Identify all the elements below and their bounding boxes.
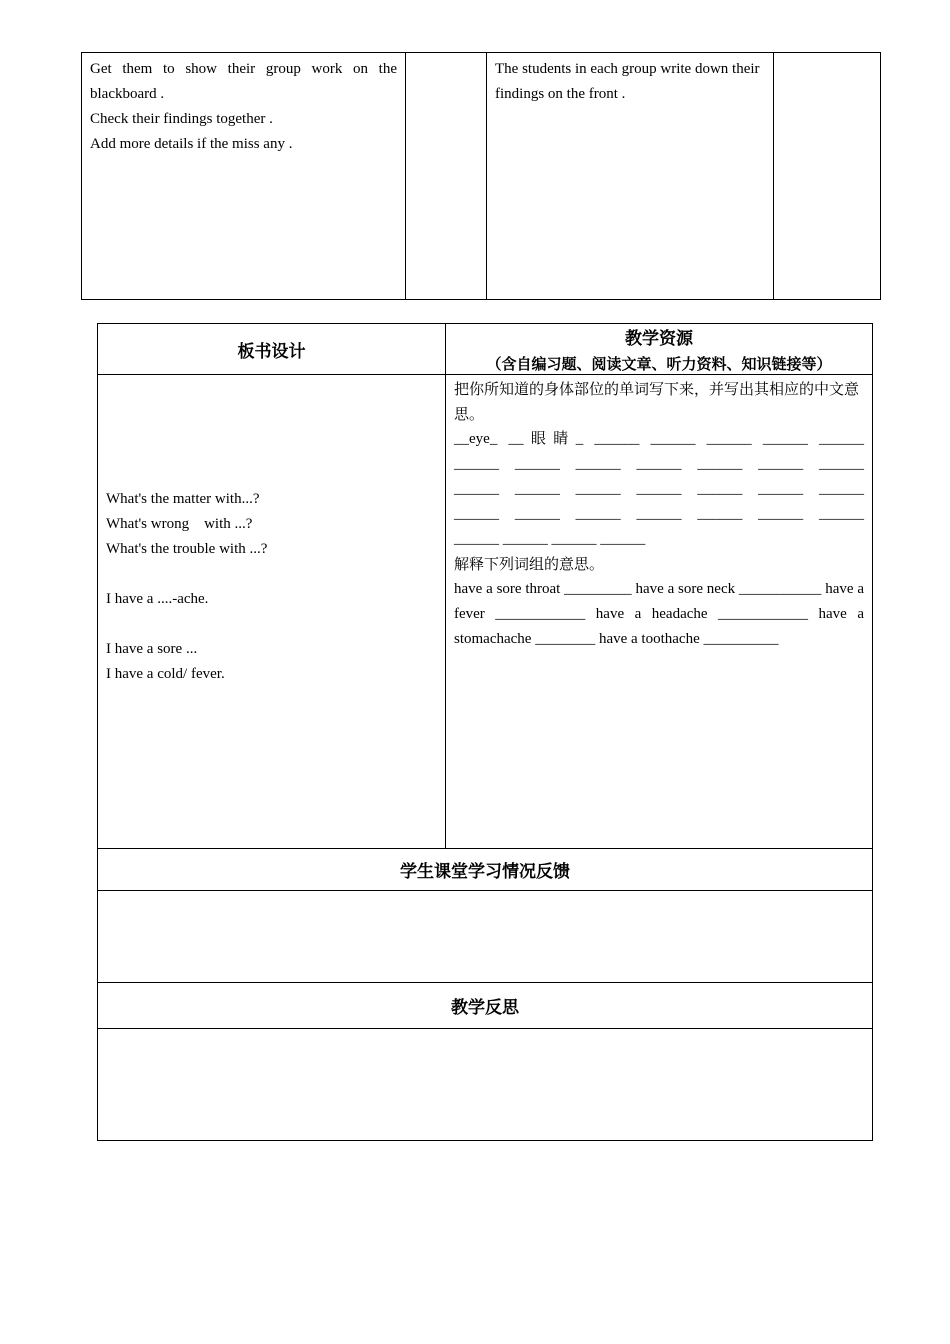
teacher-line: Add more details if the miss any . — [90, 136, 293, 152]
board-line: I have a ....-ache. — [106, 590, 209, 607]
task1-instruction: 把你所知道的身体部位的单词写下来，并写出其相应的中文意思。 — [454, 380, 860, 423]
activity-table — [81, 52, 881, 300]
board-design-header — [98, 324, 446, 375]
empty-cell — [406, 53, 487, 300]
feedback-title: 学生课堂学习情况反馈 — [400, 862, 570, 882]
feedback-content — [98, 891, 873, 983]
board-line: What's the trouble with ...? — [106, 540, 268, 557]
board-line-blank — [106, 612, 437, 637]
design-table — [97, 323, 873, 1141]
board-design-content — [98, 375, 446, 849]
board-design-title: 板书设计 — [237, 341, 306, 362]
reflection-header — [98, 983, 873, 1029]
resources-title: 教学资源 — [625, 329, 693, 349]
board-line: What's wrong with ...? — [106, 515, 253, 532]
board-line: I have a sore ... — [106, 640, 198, 657]
teacher-activity-text — [82, 53, 405, 157]
board-line: I have a cold/ fever. — [106, 665, 225, 682]
teacher-line: Get them to show their group work on the blackboard . — [90, 61, 397, 102]
student-activity-cell — [487, 53, 774, 300]
task2-instruction: 解释下列词组的意思。 — [454, 555, 605, 573]
student-activity-text: The students in each group write down their findings on the front . — [495, 61, 760, 102]
blank-line: __eye_ __眼睛_ ______ ______ ______ ______ ______ — [454, 431, 864, 447]
reflection-content — [98, 1029, 873, 1141]
board-line-blank — [106, 562, 437, 587]
resources-subtitle: （含自编习题、阅读文章、听力资料、知识链接等） — [486, 355, 832, 373]
blank-line: ______ ______ ______ ______ ______ ______ ______ — [454, 481, 864, 497]
task1-blanks — [454, 427, 864, 527]
board-line: What's the matter with...? — [106, 490, 260, 507]
task2-text: have a sore throat _________ have a sore neck ___________ have a fever ____________ have a headache ____________ have a stomachache ________ have a toothache __________ — [454, 581, 864, 647]
teacher-line: Check their findings together . — [90, 111, 273, 127]
blank-line: ______ ______ ______ ______ ______ ______ ______ — [454, 506, 864, 522]
resources-header — [446, 324, 873, 375]
teacher-activity-cell — [82, 53, 406, 300]
empty-cell — [774, 53, 881, 300]
task1-blank-last: ______ ______ ______ ______ — [454, 531, 646, 547]
feedback-header — [98, 849, 873, 891]
blank-line: ______ ______ ______ ______ ______ ______ ______ — [454, 456, 864, 472]
reflection-title: 教学反思 — [451, 998, 519, 1018]
resources-content — [446, 375, 873, 849]
